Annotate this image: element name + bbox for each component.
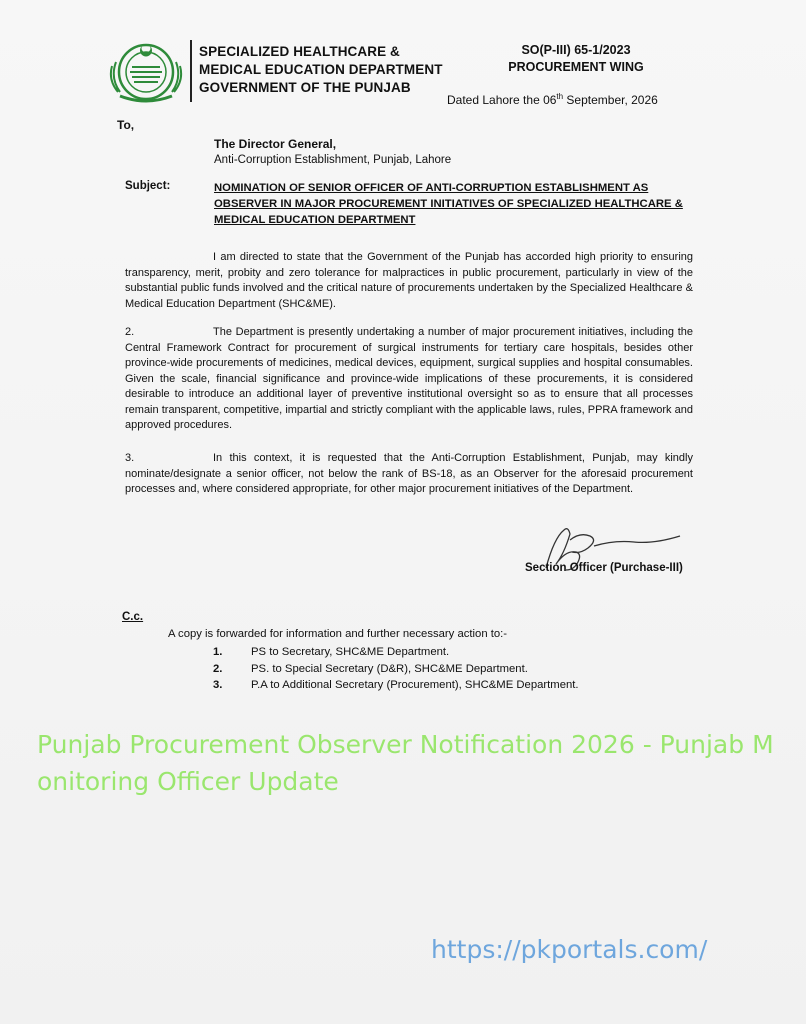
date-line xyxy=(447,92,658,107)
list-item-number: 2. xyxy=(213,662,223,675)
overlay-url-link[interactable]: https://pkportals.com/ xyxy=(431,935,708,964)
header-divider xyxy=(190,40,192,102)
reference-block xyxy=(496,42,656,76)
paragraph-3-text: In this context, it is requested that the Anti-Corruption Establishment, Punjab, may kindly nominate/designate a senior officer, not below the rank of BS-18, as an Observer for the aforesaid procurement processes and, where considered appropriate, for other major procurement initiatives of the Department. xyxy=(125,452,693,495)
list-item-text: PS to Secretary, SHC&ME Department. xyxy=(251,646,450,658)
date-ordinal: th xyxy=(556,92,564,101)
paragraph-2-number: 2. xyxy=(125,326,135,338)
dept-line-2: MEDICAL EDUCATION DEPARTMENT xyxy=(199,62,443,77)
list-item-text: PS. to Special Secretary (D&R), SHC&ME Department. xyxy=(251,662,528,675)
addressee xyxy=(214,136,451,168)
date-suffix: September, 2026 xyxy=(563,93,658,107)
paragraph-3 xyxy=(125,451,693,498)
subject-text: NOMINATION OF SENIOR OFFICER OF ANTI-CORRUPTION ESTABLISHMENT AS OBSERVER IN MAJOR PROCUREMENT INITIATIVES OF SPECIALIZED HEALTHCARE & MEDICAL EDUCATION DEPARTMENT xyxy=(214,182,683,226)
list-item-number: 3. xyxy=(213,679,223,691)
punjab-government-logo xyxy=(106,36,186,104)
addressee-title: The Director General, xyxy=(214,137,337,151)
list-item-number: 1. xyxy=(213,646,223,658)
cc-list xyxy=(213,644,579,694)
wing-name: PROCUREMENT WING xyxy=(508,60,644,74)
dept-line-1: SPECIALIZED HEALTHCARE & xyxy=(199,44,400,59)
date-prefix: Dated Lahore the 06 xyxy=(447,93,557,107)
dept-line-3: GOVERNMENT OF THE PUNJAB xyxy=(199,80,411,95)
paragraph-2-text: The Department is presently undertaking a number of major procurement initiatives, including the Central Framework Contract for procurement of surgical instruments for tertiary care hospitals, besides other province-wide procurements of medicines, medical devices, equipment, surgical supplies and hospital consumables. Given the scale, financial significance and province-wide implications of these procurements, it is considered desirable to introduce an additional layer of preventive institutional oversight so as to ensure that all processes remain transparent, competitive, impartial and strictly compliant with the applicable laws, rules, PPRA framework and approved procedures. xyxy=(125,326,693,431)
list-item-text: P.A to Additional Secretary (Procurement), SHC&ME Department. xyxy=(251,679,579,691)
reference-number: SO(P-III) 65-1/2023 xyxy=(521,43,631,57)
paragraph-2 xyxy=(125,325,693,434)
paragraph-1: I am directed to state that the Government of the Punjab has accorded high priority to ensuring transparency, merit, probity and zero tolerance for malpractices in public procurement, particularly in view of the substantial public funds involved and the critical nature of procurements undertaken by the Specialized Healthcare & Medical Education Department (SHC&ME). xyxy=(125,251,693,310)
paragraph-3-number: 3. xyxy=(125,452,135,464)
cc-label: C.c. xyxy=(122,611,144,623)
subject-label: Subject: xyxy=(125,180,171,192)
department-name xyxy=(199,43,443,97)
list-item xyxy=(213,644,579,661)
signatory-designation: Section Officer (Purchase-III) xyxy=(525,562,683,574)
to-label: To, xyxy=(117,118,135,132)
addressee-office: Anti-Corruption Establishment, Punjab, Lahore xyxy=(214,154,452,166)
handwritten-signature xyxy=(520,520,700,590)
cc-intro: A copy is forwarded for information and further necessary action to:- xyxy=(168,628,508,640)
list-item xyxy=(213,677,579,694)
list-item xyxy=(213,661,579,678)
overlay-caption: Punjab Procurement Observer Notification 2026 - Punjab Monitoring Officer Update xyxy=(37,730,774,796)
